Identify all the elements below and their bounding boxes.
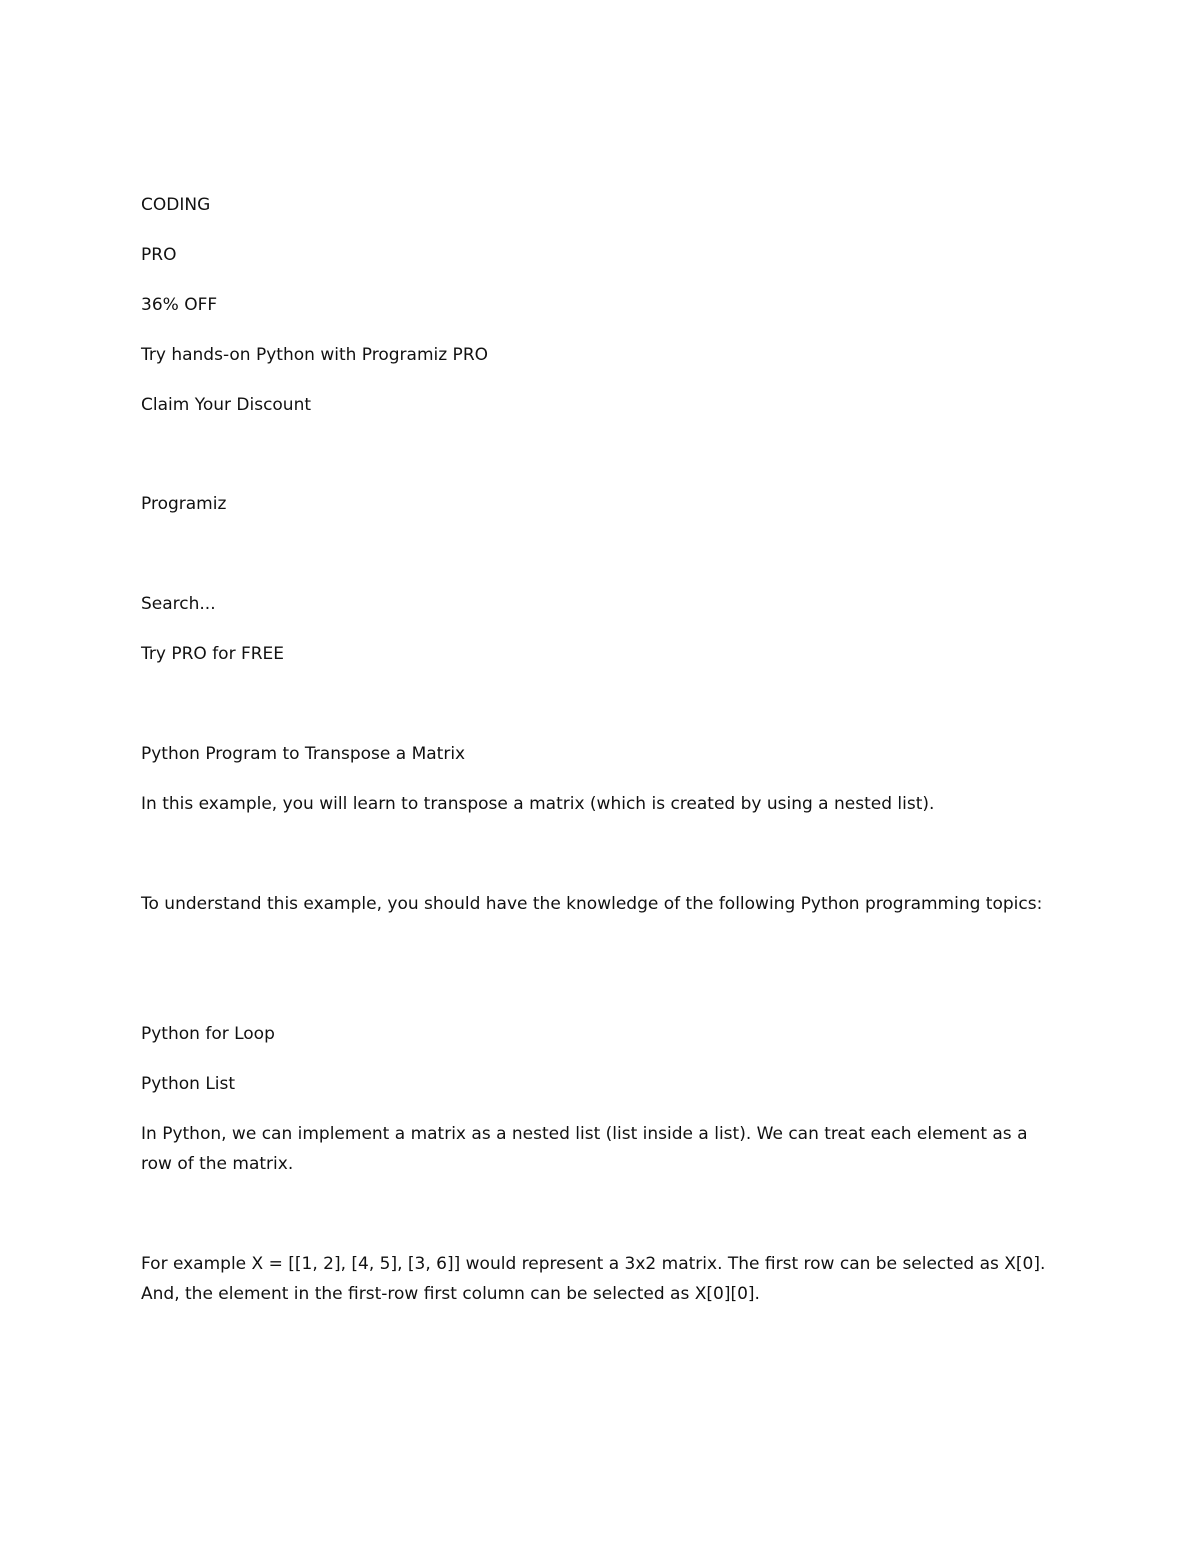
claim-discount-text: Claim Your Discount bbox=[141, 395, 312, 415]
topic-item-list: Python List bbox=[141, 1074, 236, 1094]
prerequisite-paragraph: To understand this example, you should have the knowledge of the following Python programming topics: bbox=[141, 894, 1043, 914]
intro-paragraph: In this example, you will learn to transpose a matrix (which is created by using a nested list). bbox=[141, 794, 935, 814]
discount-label: 36% OFF bbox=[141, 295, 218, 315]
page-title: Python Program to Transpose a Matrix bbox=[141, 744, 466, 764]
pro-label: PRO bbox=[141, 245, 177, 265]
try-pro-text: Try PRO for FREE bbox=[141, 644, 285, 664]
search-text: Search... bbox=[141, 594, 216, 614]
promo-text: Try hands-on Python with Programiz PRO bbox=[141, 345, 489, 365]
coding-label: CODING bbox=[141, 195, 211, 215]
brand-name: Programiz bbox=[141, 494, 227, 514]
topic-item-for-loop: Python for Loop bbox=[141, 1024, 275, 1044]
matrix-description-paragraph: In Python, we can implement a matrix as a nested list (list inside a list). We can treat each element as a row of the matrix. bbox=[141, 1124, 1028, 1174]
example-paragraph: For example X = [[1, 2], [4, 5], [3, 6]] would represent a 3x2 matrix. The first row can be selected as X[0]. And, the element in the first-row first column can be selected as X[0][0]. bbox=[141, 1254, 1046, 1304]
